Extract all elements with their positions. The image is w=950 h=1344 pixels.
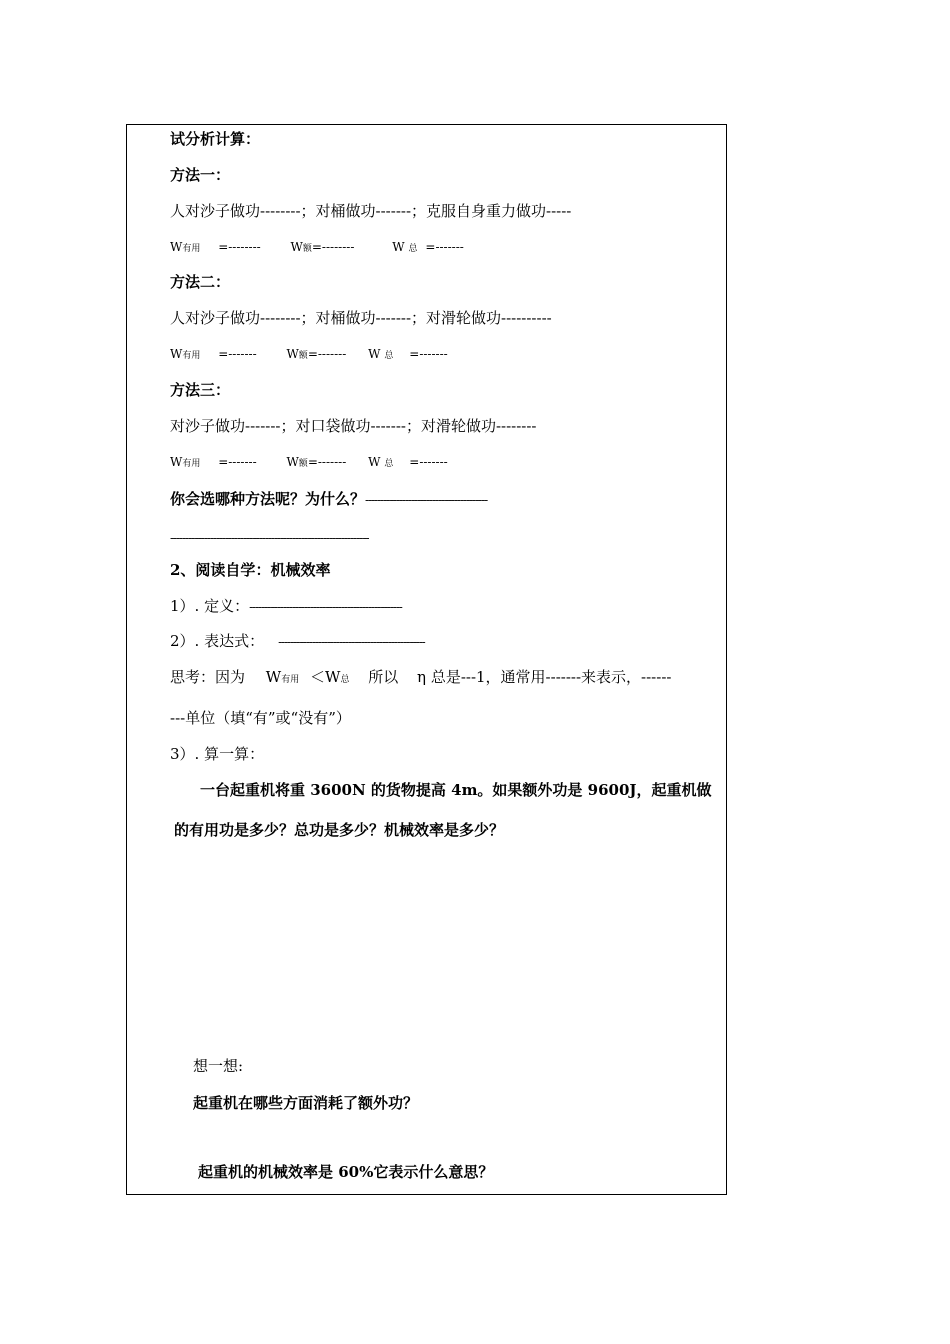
problem-line-2: 的有用功是多少？总功是多少？机械效率是多少？ bbox=[174, 821, 505, 839]
expression-line bbox=[170, 632, 425, 650]
calc-label: 3）. 算一算： bbox=[170, 745, 265, 763]
w-extra-subscript: 额 bbox=[302, 244, 312, 254]
think-line bbox=[170, 668, 671, 689]
reflect-question-2: 起重机的机械效率是 60%它表示什么意思？ bbox=[198, 1163, 494, 1181]
w-useful-subscript: 有用 bbox=[182, 459, 201, 469]
think-text-b: 所以 bbox=[368, 668, 399, 686]
w-total-blank: =------- bbox=[409, 455, 448, 469]
choose-question: 你会选哪种方法呢？为什么？ bbox=[170, 490, 366, 508]
think-w-useful-subscript: 有用 bbox=[281, 675, 300, 685]
method1-formulas bbox=[170, 240, 464, 256]
w-total-subscript: 总 bbox=[408, 244, 418, 254]
think-line-2: ---单位（填“有”或“没有”） bbox=[170, 709, 351, 727]
w-extra-symbol: W bbox=[290, 240, 303, 254]
reflect-title: 想一想: bbox=[193, 1057, 244, 1075]
think-w-useful: W bbox=[265, 668, 282, 686]
think-text-a: 思考：因为 bbox=[170, 668, 246, 686]
w-useful-subscript: 有用 bbox=[182, 244, 201, 254]
w-total-symbol: W bbox=[368, 347, 381, 361]
analysis-title: 试分析计算： bbox=[170, 130, 261, 148]
reflect-question-1: 起重机在哪些方面消耗了额外功？ bbox=[193, 1094, 419, 1112]
w-useful-symbol: W bbox=[170, 455, 183, 469]
method2-formulas bbox=[170, 347, 448, 363]
method2-line: 人对沙子做功--------；对桶做功-------；对滑轮做功---------- bbox=[170, 309, 552, 327]
w-useful-blank: =------- bbox=[218, 455, 257, 469]
think-eta: η bbox=[417, 668, 427, 686]
method3-formulas bbox=[170, 455, 448, 471]
choose-question-line bbox=[170, 490, 487, 508]
w-useful-blank: =-------- bbox=[218, 240, 261, 254]
w-useful-symbol: W bbox=[170, 347, 183, 361]
think-w-total-subscript: 总 bbox=[340, 675, 350, 685]
problem-line-1: 一台起重机将重 3600N 的货物提高 4m。如果额外功是 9600J，起重机做 bbox=[200, 781, 712, 799]
method2-title: 方法二： bbox=[170, 273, 231, 291]
w-useful-blank: =------- bbox=[218, 347, 257, 361]
w-total-blank: =------- bbox=[409, 347, 448, 361]
think-text-c: 总是---1，通常用-------来表示，------ bbox=[430, 668, 672, 686]
section2-title: 2、阅读自学：机械效率 bbox=[170, 561, 331, 579]
choose-answer-blank: ---------------------------------------- bbox=[365, 493, 488, 507]
w-total-blank: =------- bbox=[425, 240, 464, 254]
w-useful-subscript: 有用 bbox=[182, 351, 201, 361]
w-total-symbol: W bbox=[392, 240, 405, 254]
expression-blank: ------------------------------------------------ bbox=[278, 635, 425, 649]
definition-label: 1）. 定义： bbox=[170, 597, 250, 615]
definition-line bbox=[170, 597, 402, 615]
w-extra-blank: =------- bbox=[307, 347, 347, 361]
method3-title: 方法三： bbox=[170, 381, 231, 399]
w-total-subscript: 总 bbox=[384, 351, 394, 361]
expression-label: 2）. 表达式： bbox=[170, 632, 265, 650]
method3-line: 对沙子做功-------；对口袋做功-------；对滑轮做功-------- bbox=[170, 417, 537, 435]
w-extra-symbol: W bbox=[286, 455, 299, 469]
method1-line: 人对沙子做功--------；对桶做功-------；克服自身重力做功----- bbox=[170, 202, 572, 220]
w-extra-blank: =------- bbox=[307, 455, 347, 469]
choose-answer-blank-2: ----------------------------------------------------------------- bbox=[170, 531, 369, 545]
w-extra-subscript: 额 bbox=[298, 459, 308, 469]
w-extra-blank: =-------- bbox=[311, 240, 355, 254]
w-total-subscript: 总 bbox=[384, 459, 394, 469]
method1-title: 方法一： bbox=[170, 166, 231, 184]
definition-blank: -------------------------------------------------- bbox=[249, 600, 402, 614]
w-extra-symbol: W bbox=[286, 347, 299, 361]
w-useful-symbol: W bbox=[170, 240, 183, 254]
think-less-than: ＜W bbox=[310, 668, 341, 686]
w-extra-subscript: 额 bbox=[298, 351, 308, 361]
w-total-symbol: W bbox=[368, 455, 381, 469]
